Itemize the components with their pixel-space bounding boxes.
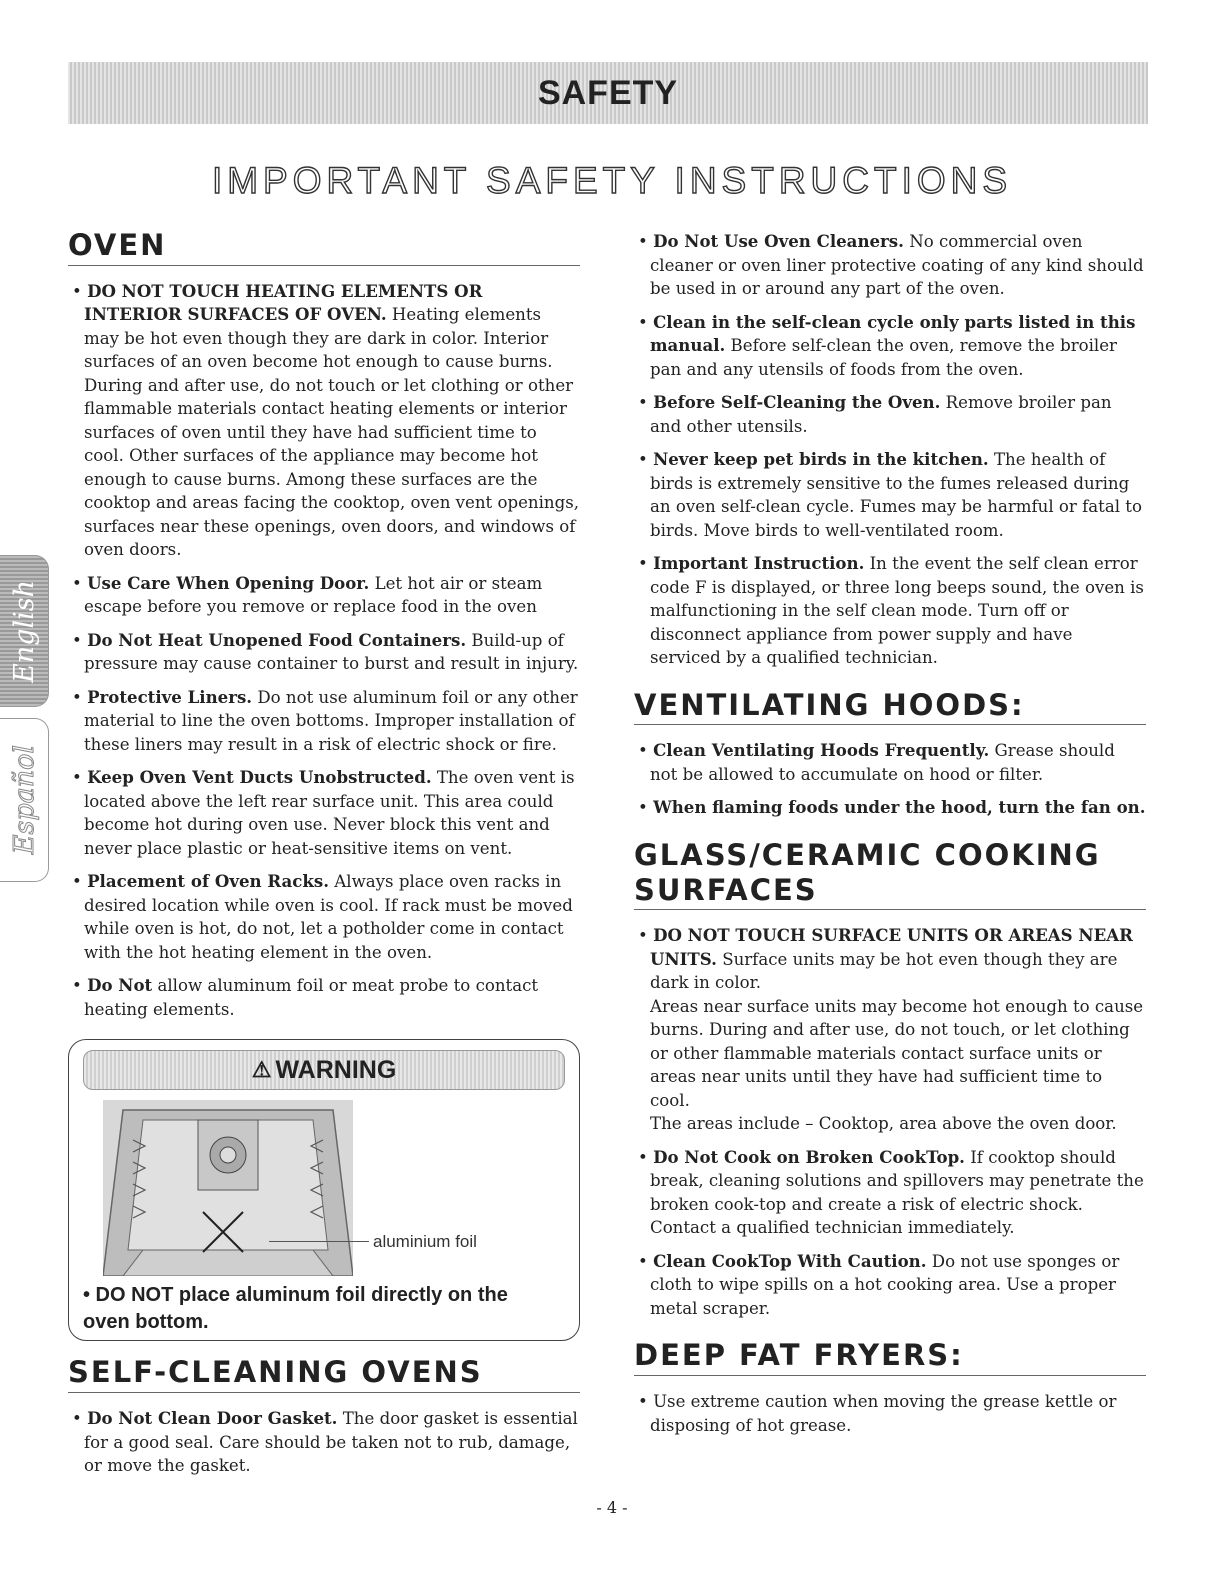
- page-subtitle: IMPORTANT SAFETY INSTRUCTIONS: [211, 160, 1013, 201]
- self-cleaning-list: [68, 1407, 580, 1478]
- warning-box: [68, 1039, 580, 1341]
- oven-heading: OVEN: [68, 228, 580, 266]
- list-item: • Never keep pet birds in the kitchen. The health of birds is extremely sensitive to the fumes released during an oven self-clean cycle. Fumes may be harmful or fatal to birds. Move birds to well-ventilated room.: [634, 448, 1146, 542]
- warning-icon: ⚠: [251, 1057, 272, 1083]
- glass-ceramic-list: [634, 924, 1146, 1320]
- list-item: • Clean CookTop With Caution. Do not use sponges or cloth to wipe spills on a hot cooking area. Use a proper metal scraper.: [634, 1250, 1146, 1321]
- ventilating-heading: VENTILATING HOODS:: [634, 688, 1146, 726]
- list-item: • Use extreme caution when moving the grease kettle or disposing of hot grease.: [634, 1390, 1146, 1437]
- oven-continued-list: [634, 230, 1146, 670]
- ventilating-list: [634, 739, 1146, 820]
- list-item: • Keep Oven Vent Ducts Unobstructed. The oven vent is located above the left rear surface unit. This area could become hot during oven use. Never block this vent and never place plastic or heat-sensitive items on vent.: [68, 766, 580, 860]
- foil-pointer-line: [269, 1241, 369, 1242]
- list-item: • When flaming foods under the hood, turn the fan on.: [634, 796, 1146, 820]
- list-item: • Use Care When Opening Door. Let hot air or steam escape before you remove or replace food in the oven: [68, 572, 580, 619]
- list-item: • DO NOT TOUCH HEATING ELEMENTS OR INTERIOR SURFACES OF OVEN. Heating elements may be hot even though they are dark in color. Interior surfaces of an oven become hot enough to cause burns. During and after use, do not touch or let clothing or other flammable materials contact heating elements or interior surfaces of oven until they have had sufficient time to cool. Other surfaces of the appliance may become hot enough to cause burns. Among these surfaces are the cooktop and areas facing the cooktop, oven vent openings, surfaces near these openings, oven doors, and windows of oven doors.: [68, 280, 580, 562]
- glass-extra-paragraph: Areas near surface units may become hot enough to cause burns. During and after use, do not touch, or let clothing or other flammable materials contact surface units or areas near units until they have had sufficient time to cool.: [650, 996, 1144, 1110]
- deep-fat-heading: DEEP FAT FRYERS:: [634, 1338, 1146, 1376]
- warning-text: • DO NOT place aluminum foil directly on the oven bottom.: [83, 1284, 508, 1334]
- list-item: • DO NOT TOUCH SURFACE UNITS OR AREAS NEAR UNITS. Surface units may be hot even though they are dark in color. Areas near surface units may become hot enough to cause burns. During and after use, do not touch, or let clothing or other flammable materials contact surface units or areas near units until they have had sufficient time to cool. The areas include – Cooktop, area above the oven door.: [634, 924, 1146, 1136]
- oven-list: [68, 280, 580, 1022]
- list-item: • Before Self-Cleaning the Oven. Remove broiler pan and other utensils.: [634, 391, 1146, 438]
- tab-espanol-label: Español: [8, 745, 40, 855]
- list-item: • Do Not Cook on Broken CookTop. If cooktop should break, cleaning solutions and spillovers may penetrate the broken cook-top and create a risk of electric shock. Contact a qualified technician immediately.: [634, 1146, 1146, 1240]
- section-banner: [68, 62, 1148, 124]
- deep-fat-list: [634, 1390, 1146, 1437]
- list-item: • Do Not allow aluminum foil or meat probe to contact heating elements.: [68, 974, 580, 1021]
- list-item: • Placement of Oven Racks. Always place oven racks in desired location while oven is cool. If rack must be moved while oven is hot, do not, let a potholder come in contact with the hot heating element in the oven.: [68, 870, 580, 964]
- list-item: • Important Instruction. In the event the self clean error code F is displayed, or three long beeps sound, the oven is malfunctioning in the self clean mode. Turn off or disconnect appliance from power supply and have serviced by a qualified technician.: [634, 552, 1146, 670]
- page-number: - 4 -: [596, 1498, 628, 1517]
- oven-interior-illustration: [103, 1100, 353, 1276]
- tab-english-label: English: [8, 579, 40, 683]
- tab-espanol[interactable]: [0, 718, 49, 882]
- self-cleaning-heading: SELF-CLEANING OVENS: [68, 1355, 580, 1393]
- warning-title-bar: [83, 1050, 565, 1090]
- list-item: • Do Not Clean Door Gasket. The door gasket is essential for a good seal. Care should be taken not to rub, damage, or move the gasket.: [68, 1407, 580, 1478]
- list-item: • Clean Ventilating Hoods Frequently. Grease should not be allowed to accumulate on hood or filter.: [634, 739, 1146, 786]
- list-item: • Do Not Heat Unopened Food Containers. Build-up of pressure may cause container to burst and result in injury.: [68, 629, 580, 676]
- warning-title: WARNING: [275, 1055, 397, 1084]
- foil-label: aluminium foil: [373, 1232, 477, 1252]
- banner-title: SAFETY: [537, 73, 679, 112]
- left-column: [68, 228, 580, 1488]
- tab-english[interactable]: [0, 555, 49, 707]
- glass-extra-paragraph: The areas include – Cooktop, area above the oven door.: [650, 1114, 1117, 1134]
- list-item: • Do Not Use Oven Cleaners. No commercial oven cleaner or oven liner protective coating of any kind should be used in or around any part of the oven.: [634, 230, 1146, 301]
- list-item: • Clean in the self-clean cycle only parts listed in this manual. Before self-clean the oven, remove the broiler pan and any utensils of foods from the oven.: [634, 311, 1146, 382]
- right-column: [634, 230, 1146, 1447]
- list-item: • Protective Liners. Do not use aluminum foil or any other material to line the oven bottoms. Improper installation of these liners may result in a risk of electric shock or fire.: [68, 686, 580, 757]
- glass-ceramic-heading: GLASS/CERAMIC COOKING SURFACES: [634, 838, 1146, 911]
